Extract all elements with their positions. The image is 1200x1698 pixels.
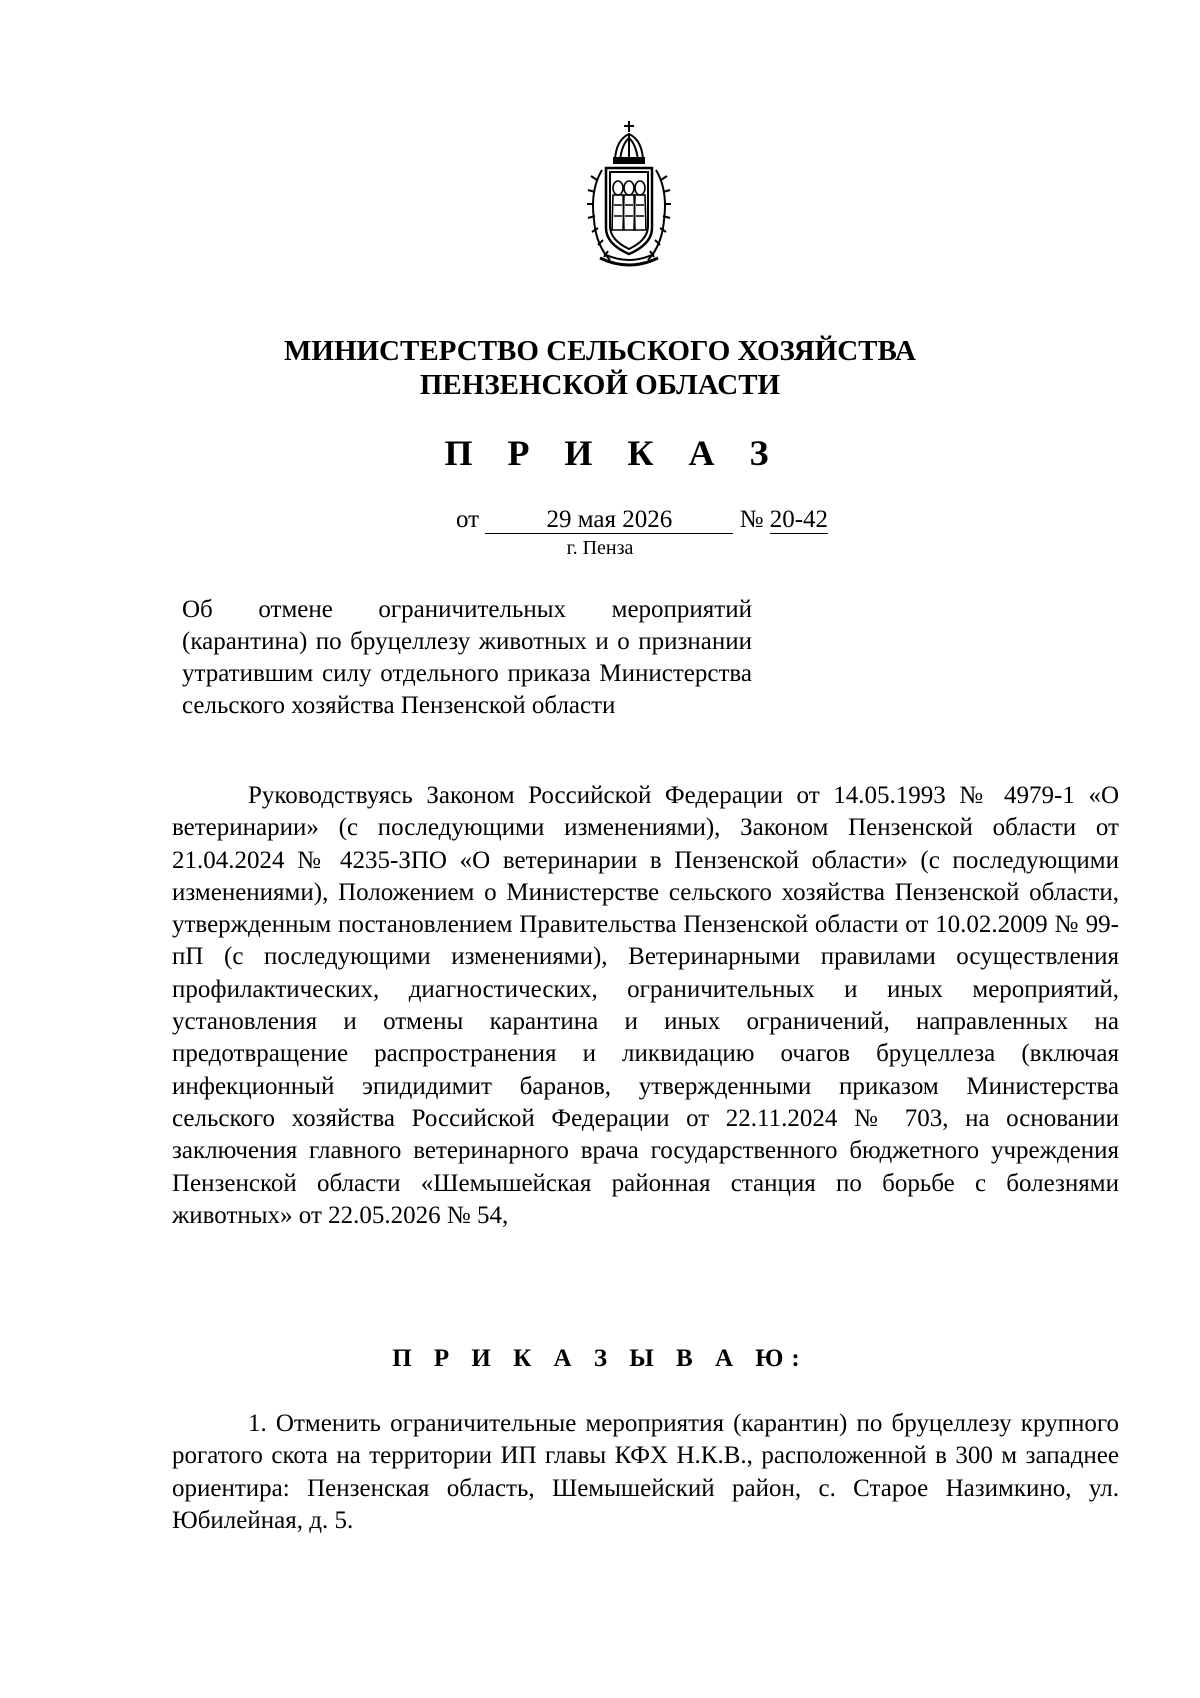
document-type-title: П Р И К А З bbox=[444, 433, 782, 473]
date-number-line bbox=[456, 506, 828, 534]
preamble bbox=[172, 780, 1119, 1232]
document-subject: Об отмене ограничительных мероприятий (карантина) по бруцеллезу животных и о признании утратившим силу отдельного приказа Министерства сельского хозяйства Пензенской области bbox=[182, 596, 752, 719]
ministry-name-line2: ПЕНЗЕНСКОЙ ОБЛАСТИ bbox=[419, 369, 781, 401]
document-date: 29 мая 2026 bbox=[485, 507, 733, 534]
coat-of-arms-emblem bbox=[580, 120, 678, 272]
document-number: 20-42 bbox=[769, 506, 829, 533]
order-heading: П Р И К А З Ы В А Ю: bbox=[392, 1345, 808, 1372]
date-prefix: от bbox=[456, 506, 480, 533]
preamble-text: Руководствуясь Законом Российской Федерации от 14.05.1993 № 4979-1 «О ветеринарии» (с последующими изменениями), Законом Пензенской области от 21.04.2024 № 4235-ЗПО «О ветеринарии в Пензенской области» (с последующими изменениями), Положением о Министерстве сельского хозяйства Пензенской области, утвержденным постановлением Правительства Пензенской области от 10.02.2009 № 99-пП (с последующими изменениями), Ветеринарными правилами осуществления профилактических, диагностических, ограничительных и иных мероприятий, установления и отмены карантина и иных ограничений, направленных на предотвращение распространения и ликвидацию очагов бруцеллеза (включая инфекционный эпидидимит баранов, утвержденными приказом Министерства сельского хозяйства Российской Федерации от 22.11.2024 № 703, на основании заключения главного ветеринарного врача государственного бюджетного учреждения Пензенской области «Шемышейская районная станция по борьбе с болезнями животных» от 22.05.2026 № 54, bbox=[172, 782, 1119, 1229]
city: г. Пенза bbox=[566, 537, 634, 559]
number-prefix: № bbox=[739, 506, 764, 533]
ministry-name bbox=[0, 334, 1200, 402]
order-item-1: 1. Отменить ограничительные мероприятия (карантин) по бруцеллезу крупного рогатого скота на территории ИП главы КФХ Н.К.В., расположенной в 300 м западнее ориентира: Пензенская область, Шемышейский район, с. Старое Назимкино, ул. Юбилейная, д. 5. bbox=[172, 1410, 1119, 1534]
ministry-name-line1: МИНИСТЕРСТВО СЕЛЬСКОГО ХОЗЯЙСТВА bbox=[284, 335, 916, 367]
